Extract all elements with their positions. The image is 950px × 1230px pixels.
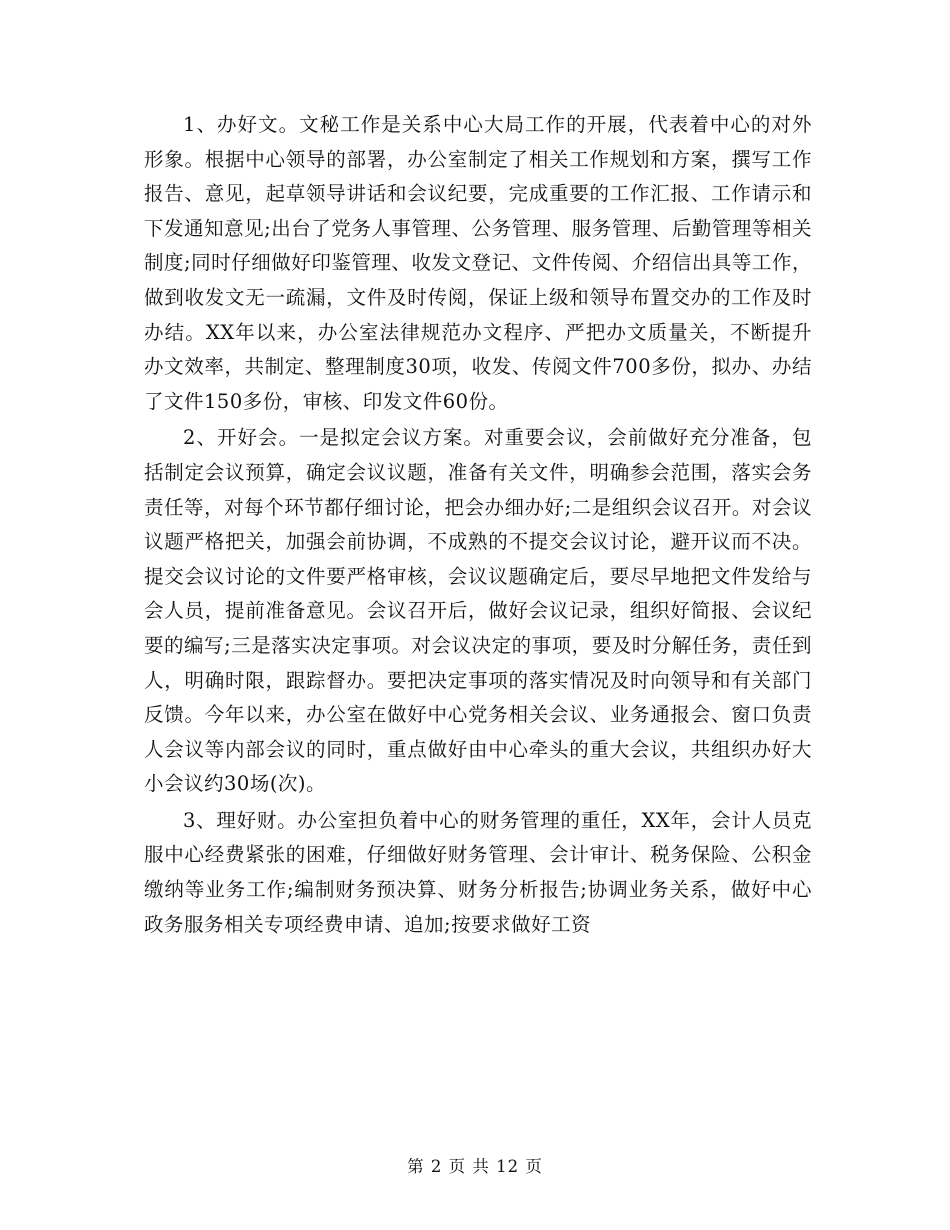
page-number-footer: 第 2 页 共 12 页 — [407, 1157, 543, 1176]
paragraph-2: 2、开好会。一是拟定会议方案。对重要会议，会前做好充分准备，包括制定会议预算，确定会议议题，准备有关文件，明确参会范围，落实会务责任等，对每个环节都仔细讨论，把会办细办好;二是组织会议召开。对会议议题严格把关，加强会前协调，不成熟的不提交会议讨论，避开议而不决。提交会议讨论的文件要严格审核，会议议题确定后，要尽早地把文件发给与会人员，提前准备意见。会议召开后，做好会议记录，组织好简报、会议纪要的编写;三是落实决定事项。对会议决定的事项，要及时分解任务，责任到人，明确时限，跟踪督办。要把决定事项的落实情况及时向领导和有关部门反馈。今年以来，办公室在做好中心党务相关会议、业务通报会、窗口负责人会议等内部会议的同时，重点做好由中心牵头的重大会议，共组织办好大小会议约30场(次)。 — [144, 426, 812, 796]
document-body — [144, 108, 812, 942]
paragraph-3: 3、理好财。办公室担负着中心的财务管理的重任，XX年，会计人员克服中心经费紧张的困难，仔细做好财务管理、会计审计、税务保险、公积金缴纳等业务工作;编制财务预决算、财务分析报告;协调业务关系，做好中心政务服务相关专项经费申请、追加;按要求做好工资 — [144, 808, 812, 936]
paragraph-1: 1、办好文。文秘工作是关系中心大局工作的开展，代表着中心的对外形象。根据中心领导的部署，办公室制定了相关工作规划和方案，撰写工作报告、意见，起草领导讲话和会议纪要，完成重要的工作汇报、工作请示和下发通知意见;出台了党务人事管理、公务管理、服务管理、后勤管理等相关制度;同时仔细做好印鉴管理、收发文登记、文件传阅、介绍信出具等工作，做到收发文无一疏漏，文件及时传阅，保证上级和领导布置交办的工作及时办结。XX年以来，办公室法律规范办文程序、严把办文质量关，不断提升办文效率，共制定、整理制度30项，收发、传阅文件700多份，拟办、办结了文件150多份，审核、印发文件60份。 — [144, 113, 812, 413]
